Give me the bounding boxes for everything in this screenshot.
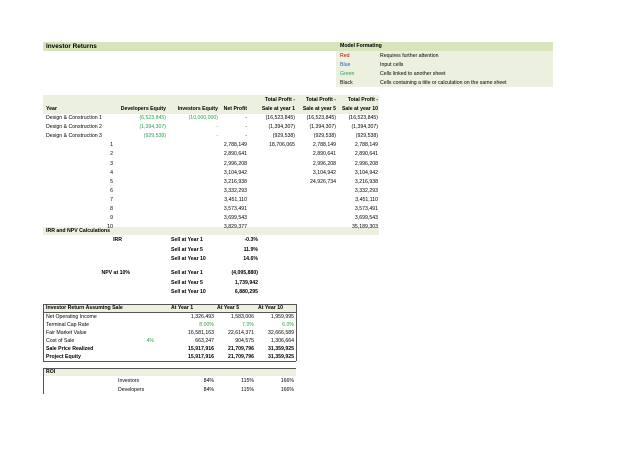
year-cell: Design & Construction 1 [46, 115, 102, 121]
sale-row-label: Fair Market Value [46, 330, 87, 336]
year-cell: 8 [110, 206, 113, 212]
legend-desc: Cells containing a title or calculation on the same sheet [380, 80, 507, 86]
total-profit-5-cell: (929,538) [313, 133, 336, 140]
sale-table-right-border [296, 304, 297, 361]
sale-col-year-5: At Year 5 [217, 305, 240, 311]
sale-row-y5: 1,583,006 [230, 314, 254, 320]
col-header-year: Year [46, 106, 57, 112]
roi-row-y10: 166% [280, 387, 294, 393]
net-profit-cell: 2,788,149 [223, 142, 247, 149]
dev-equity-cell: (6,523,845) [139, 115, 166, 121]
net-profit-cell: - [245, 115, 247, 121]
total-profit-10-cell: 3,216,938 [354, 178, 378, 185]
roi-top-border [43, 368, 296, 369]
col-header-inv-equity: Investors Equity [177, 106, 218, 112]
total-profit-1-cell: (16,523,845) [265, 115, 295, 121]
sale-row-y1: 16,581,163 [188, 330, 214, 336]
inv-equity-cell: (10,000,000) [188, 115, 218, 121]
sale-row-y1: 1,326,493 [190, 314, 214, 320]
net-profit-cell: 3,699,543 [223, 215, 247, 222]
sale-row-y5: 904,575 [235, 338, 254, 344]
col-header-total-profit-1: Total Profit - Sale at year 1 [261, 97, 295, 112]
col-header-net-profit: Net Profit [223, 106, 247, 112]
col-header-total-profit-5: Total Profit - Sale at year 5 [302, 97, 336, 112]
year-cell: 6 [110, 187, 113, 194]
total-profit-10-cell: 3,104,942 [354, 169, 378, 176]
irr-row-label: Sell at Year 10 [171, 256, 206, 262]
total-profit-1-cell: (1,394,307) [268, 124, 295, 131]
net-profit-cell: - [245, 124, 247, 131]
net-profit-cell: 3,216,938 [223, 178, 247, 185]
total-profit-10-cell: 2,890,641 [354, 151, 378, 158]
net-profit-cell: 2,996,208 [223, 160, 247, 167]
irr-row-value: 14.6% [243, 256, 258, 262]
year-cell: 1 [110, 142, 113, 149]
year-cell: Design & Construction 3 [46, 133, 102, 140]
total-profit-10-cell: 2,788,149 [354, 142, 378, 149]
legend-desc: Requires further attention [380, 53, 439, 59]
sale-row-label: Terminal Cap Rate [46, 322, 89, 328]
sale-row-y1: 663,247 [195, 338, 214, 344]
legend-desc: Cells linked to another sheet [380, 71, 446, 77]
sale-table-left-border [43, 304, 44, 361]
roi-row-label: Investors [118, 378, 140, 384]
roi-title: ROI [46, 369, 56, 375]
sale-row-y5: 21,709,796 [228, 354, 254, 360]
sale-row-y5: 7.0% [242, 322, 254, 328]
total-profit-10-cell: 3,699,543 [354, 215, 378, 222]
legend-desc: Input cells [380, 62, 404, 68]
total-profit-1-cell: (929,538) [272, 133, 295, 140]
irr-row-value: 11.9% [243, 246, 258, 253]
total-profit-10-cell: (929,538) [355, 133, 378, 140]
total-profit-5-cell: 2,788,149 [312, 142, 336, 149]
year-cell: 9 [110, 215, 113, 222]
net-profit-cell: 3,332,293 [223, 187, 247, 194]
total-profit-10-cell: (16,523,845) [348, 115, 378, 121]
legend-title: Model Formating [340, 43, 382, 49]
total-profit-5-cell: 24,926,734 [310, 178, 336, 185]
sale-row-y1: 15,917,916 [188, 346, 214, 352]
sale-row-label: Sale Price Realized [46, 346, 94, 352]
page-title: Investor Returns [46, 43, 97, 50]
net-profit-cell: - [245, 133, 247, 140]
roi-row-y5: 115% [241, 378, 254, 384]
year-cell: 7 [110, 196, 113, 203]
sale-row-y10: 31,359,925 [268, 346, 294, 352]
year-cell: 4 [110, 169, 113, 176]
irr-row-label: Sell at Year 1 [171, 237, 203, 243]
total-profit-5-cell: 2,890,641 [312, 151, 336, 158]
net-profit-cell: 3,451,110 [224, 196, 247, 203]
npv-row-label: Sell at Year 5 [171, 279, 203, 286]
npv-row-value: 6,880,295 [234, 289, 258, 295]
sale-row-y1: 15,917,916 [188, 354, 214, 360]
year-cell: 2 [110, 151, 113, 158]
roi-row-y10: 166% [280, 378, 294, 384]
total-profit-5-cell: (1,394,307) [309, 124, 336, 131]
legend-key-red: Red [340, 53, 350, 59]
sale-row-y10: 31,359,925 [268, 354, 294, 360]
roi-row-y5: 115% [241, 387, 254, 393]
sale-row-label: Cost of Sale [46, 338, 75, 344]
sale-col-year-10: At Year 10 [258, 305, 283, 311]
net-profit-cell: 3,829,377 [223, 224, 247, 231]
net-profit-cell: 2,890,641 [223, 151, 247, 158]
irr-label: IRR [113, 237, 122, 243]
inv-equity-cell: - [216, 133, 218, 140]
sale-row-y10: 6.0% [282, 322, 294, 328]
total-profit-10-cell: (1,394,307) [351, 124, 378, 131]
legend-key-green: Green [340, 71, 355, 77]
legend-key-black: Black [340, 80, 353, 86]
sale-row-y10: 32,666,589 [268, 330, 294, 336]
total-profit-10-cell: 3,332,293 [354, 187, 378, 194]
sale-row-y10: 1,306,664 [270, 338, 294, 344]
sale-table-title: Investor Return Assuming Sale [46, 305, 123, 311]
col-header-dev-equity: Developers Equity [120, 106, 166, 112]
sale-col-year-1: At Year 1 [171, 305, 194, 311]
legend-key-blue: Blue [340, 62, 351, 68]
total-profit-10-cell: 35,189,303 [352, 224, 378, 231]
net-profit-cell: 3,104,942 [223, 169, 247, 176]
net-profit-cell: 3,573,491 [223, 206, 247, 212]
irr-row-value: -0.3% [244, 237, 258, 243]
sale-row-y5: 21,709,796 [228, 346, 254, 352]
npv-row-value: 1,739,942 [234, 279, 258, 286]
roi-left-border [43, 368, 44, 394]
col-header-total-profit-10: Total Profit - Sale at year 10 [341, 97, 378, 112]
sale-row-label: Net Operating Income [46, 314, 97, 320]
npv-row-label: Sell at Year 1 [171, 270, 203, 276]
npv-label: NPV at 10% [101, 270, 130, 276]
year-cell: Design & Construction 2 [46, 124, 102, 131]
year-cell: 5 [110, 178, 113, 185]
irr-section-title: IRR and NPV Calculations [46, 228, 110, 234]
roi-row-y1: 84% [203, 378, 214, 384]
total-profit-10-cell: 3,451,110 [355, 196, 378, 203]
total-profit-1-cell: 18,706,065 [269, 142, 295, 149]
npv-row-label: Sell at Year 10 [171, 289, 206, 295]
sale-row-label: Project Equity [46, 354, 81, 360]
total-profit-5-cell: 2,996,208 [312, 160, 336, 167]
title-band [43, 42, 553, 51]
dev-equity-cell: (929,538) [143, 133, 166, 140]
sale-row-y5: 22,614,371 [228, 330, 254, 336]
sale-row-y10: 1,959,995 [270, 314, 294, 320]
inv-equity-cell: - [216, 124, 218, 131]
year-cell: 10 [107, 224, 113, 231]
roi-band [43, 368, 296, 376]
total-profit-10-cell: 2,996,208 [354, 160, 378, 167]
dev-equity-cell: (1,394,307) [139, 124, 166, 131]
roi-row-y1: 84% [203, 387, 214, 393]
npv-row-value: (4,095,880) [231, 270, 258, 276]
sale-row-y1: 8.00% [199, 322, 214, 328]
total-profit-5-cell: 3,104,942 [312, 169, 336, 176]
total-profit-5-cell: (16,523,845) [306, 115, 336, 121]
roi-row-label: Developers [118, 387, 145, 393]
sale-row-extra: 4% [146, 338, 154, 344]
irr-row-label: Sell at Year 5 [171, 246, 203, 253]
year-cell: 3 [110, 160, 113, 167]
total-profit-10-cell: 3,573,491 [354, 206, 378, 212]
sale-table-bottom-border [43, 361, 296, 362]
